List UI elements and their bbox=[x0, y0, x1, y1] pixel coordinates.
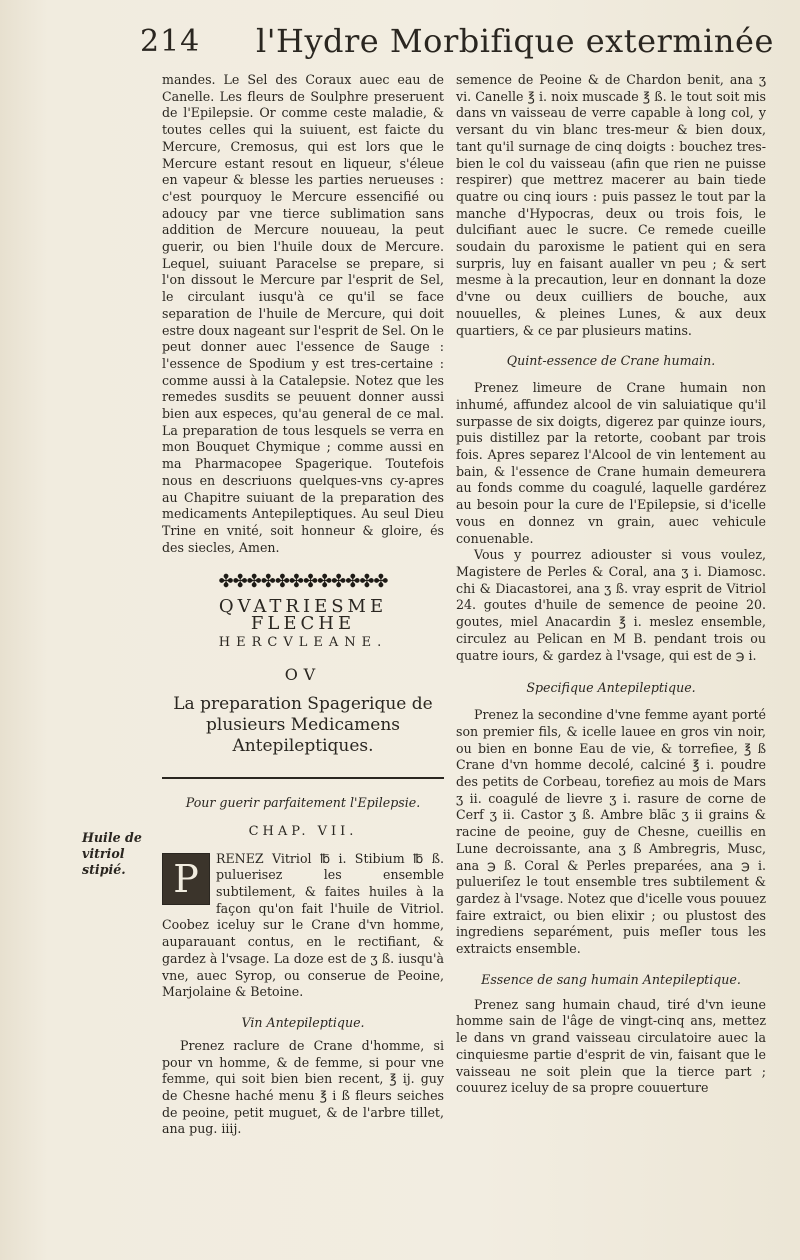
body-paragraph: semence de Peoine & de Chardon benit, ana ʒ vi. Canelle ℥ i. noix muscade ℥ ß. le tout soit mis dans vn vaisseau de verre capable à long col, y versant du vin blanc tres-meur & bien doux, tant qu'il surnage de cinq doigts : bouchez tres-bien le col du vaisseau (afin que rien ne puisse respirer) que mettrez macerer au bain tiede quatre ou cinq iours : puis passez le tout par la manche d'Hypocras, deux ou trois fois, le dulcifiant auec le sucre. Ce remede cueille soudain du paroxisme le patient qui en sera surpris, luy en faisant aualler vn peu ; & sert mesme à la precaution, leur en donnant la doze d'vne ou deux cuilliers de bouche, aux nouuelles, & pleines Lunes, & aux deux quartiers, & ce par plusieurs matins. bbox=[456, 72, 766, 338]
main-title: La preparation Spagerique de plusieurs Medicamens Antepileptiques. bbox=[173, 693, 433, 756]
chapter-text: RENEZ Vitriol ℔ i. Stibium ℔ ß. puluerisez les ensemble subtilement, & faites huiles à la façon qu'on fait l'huile de Vitriol. Coobez iceluy sur le Crane d'vn homme, auparauant contus, en le rectifiant, & gardez à l'vsage. La doze est de ʒ ß. iusqu'à vne, auec Syrop, ou conserue de Peoine, Marjolaine & Betoine. bbox=[162, 850, 444, 1000]
page-number: 214 bbox=[140, 24, 201, 59]
chapter-paragraph bbox=[162, 851, 444, 1001]
section-title: Essence de sang humain Antepileptique. bbox=[481, 971, 741, 987]
ornament-band: ✤✤✤✤✤✤✤✤✤✤✤✤ bbox=[218, 571, 388, 593]
book-title: QVATRIESME FLECHE bbox=[218, 596, 388, 634]
title-connector: OV bbox=[284, 665, 322, 685]
section-title: Quint-essence de Crane humain. bbox=[506, 353, 716, 369]
left-column bbox=[162, 72, 444, 1138]
opening-paragraph: mandes. Le Sel des Coraux auec eau de Canelle. Les fleurs de Soulphre preseruent de l'Epilepsie. Or comme ceste maladie, & toutes celles qui la suiuent, est faicte du Mercure, Cremosus, qui est lors que le Mercure estant resout en liqueur, s'éleue en vapeur & blesse les parties nerueuses : c'est pourquoy le Mercure essencifié ou adoucy par vne tierce sublimation sans addition de Mercure nouueau, la peut guerir, ou bien l'huile doux de Mercure. Lequel, suiuant Paracelse se prepare, si l'on dissout le Mercure par l'esprit de Sel, le circulant iusqu'à ce qu'il se face separation de l'huile de Mercure, qui doit estre doux nageant sur l'esprit de Sel. On le peut donner auec l'essence de Sauge : l'essence de Spodium y est tres-certaine : comme aussi à la Catalepsie. Notez que les remedes susdits se peuuent donner aussi bien aux especes, qu'au general de ce mal. La preparation de tous lesquels se verra en mon Bouquet Chymique ; comme aussi en ma Pharmacopee Spagerique. Toutefois nous en descriuons quelques-vns cy-apres au Chapitre suiuant de la preparation des medicaments Antepileptiques. Au seul Dieu Trine en vnité, soit honneur & gloire, és des siecles, Amen. bbox=[162, 72, 444, 555]
body-paragraph: Prenez la secondine d'vne femme ayant porté son premier fils, & icelle lauee en gros vin noir, ou bien en bonne Eau de vie, & torrefiee, ℥ ß Crane d'vn homme decolé, calciné ℥ i. poudre des petits de Corbeau, torefiez au mois de Mars ʒ ii. coagulé de lievre ʒ i. rasure de corne de Cerf ʒ ii. Castor ʒ ß. Ambre blãc ʒ ii grains & racine de peoine, guy de Chesne, cueillis en Lune decroissante, ana ʒ ß Ambregris, Musc, ana ℈ ß. Coral & Perles preparées, ana ℈ i. pulueriſez le tout ensemble tres subtilement & gardez à l'vsage. Notez que d'icelle vous pouuez faire extraict, ou bien elixir ; ou plustost des ingrediens separément, puis meſler tous les extraicts ensemble. bbox=[456, 707, 766, 957]
margin-note: Huile de vitriol stipié. bbox=[82, 830, 142, 877]
book-subtitle: HERCVLEANE. bbox=[218, 634, 388, 650]
divider-rule bbox=[162, 777, 444, 779]
chapter-heading: CHAP. VII. bbox=[248, 823, 358, 839]
running-title: l'Hydre Morbifique exterminée bbox=[256, 22, 774, 60]
body-paragraph: Prenez sang humain chaud, tiré d'vn ieune homme sain de l'âge de vingt-cinq ans, mettez le dans vn grand vaisseau circulatoire auec la cinquiesme partie d'esprit de vin, faisant que le vaisseau ne soit plein que la tierce part ; couurez iceluy de sa propre couuerture bbox=[456, 996, 766, 1096]
right-column bbox=[456, 72, 766, 1097]
section-title: Specifique Antepileptique. bbox=[526, 680, 696, 696]
body-paragraph: Prenez raclure de Crane d'homme, si pour vn homme, & de femme, si pour vne femme, qui soit bien bien recent, ℥ ij. guy de Chesne haché menu ℥ i ß fleurs seiches de peoine, petit muguet, & de l'arbre tillet, ana pug. iiij. bbox=[162, 1037, 444, 1137]
body-paragraph: Vous y pourrez adiouster si vous voulez, Magistere de Perles & Coral, ana ʒ i. Diamosc. chi & Diacastorei, ana ʒ ß. vray esprit de Vitriol 24. goutes d'huile de semence de peoine 20. goutes, miel Anacardin ℥ i. meslez ensemble, circulez au Pelican en M B. pendant trois ou quatre iours, & gardez à l'vsage, qui est de ℈ i. bbox=[456, 547, 766, 663]
page-header bbox=[140, 20, 780, 70]
body-paragraph: Prenez limeure de Crane humain non inhumé, affundez alcool de vin saluiatique qu'il surpasse de six doigts, digerez par quinze iours, puis distillez par la retorte, coobant par trois fois. Apres separez l'Alcool de vin lentement au bain, & l'essence de Crane humain demeurera au fonds comme du coagulé, laquelle gardérez au besoin pour la cure de l'Epilepsie, si d'icelle vous en donnez vn grain, auec vehicule conuenable. bbox=[456, 380, 766, 546]
section-title: Vin Antepileptique. bbox=[241, 1014, 365, 1030]
section-title: Pour guerir parfaitement l'Epilepsie. bbox=[185, 794, 421, 810]
dropcap-initial: P bbox=[162, 853, 210, 905]
